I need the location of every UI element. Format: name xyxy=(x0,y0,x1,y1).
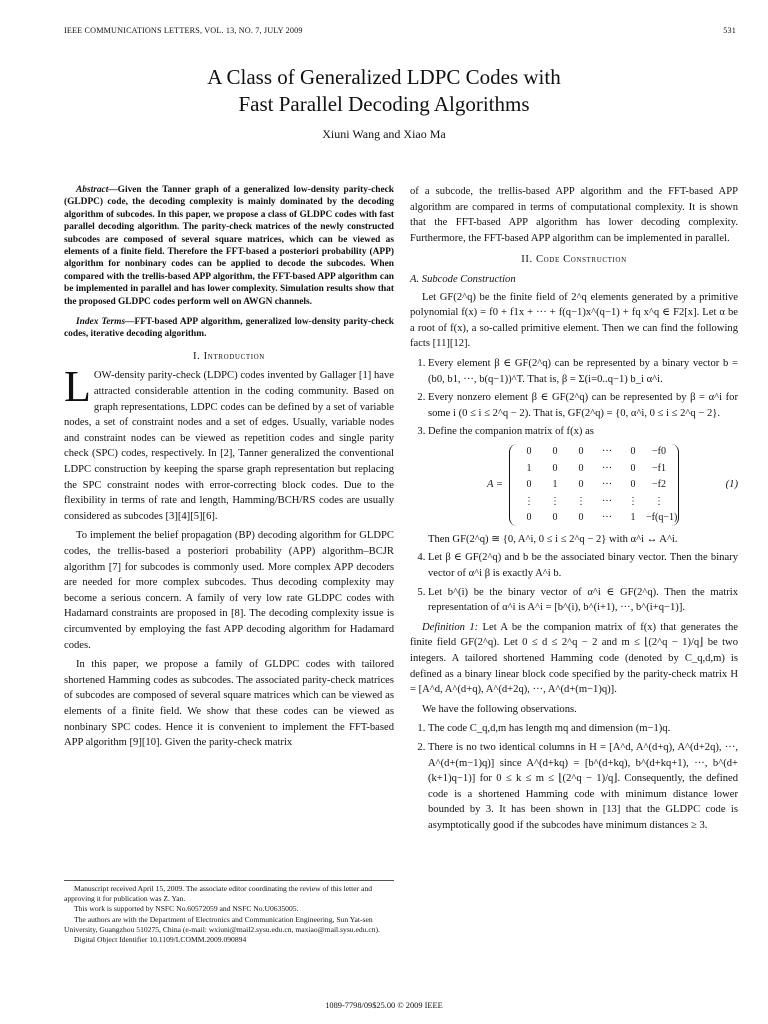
fact-item-5: 5. Let b^(i) be the binary vector of α^i ∈ GF(2^q). Then the matrix representation of α^i is A^i = [b^(i), b^(i+1), ···, b^(i+q−1)]. xyxy=(428,585,738,616)
title-line-1: A Class of Generalized LDPC Codes with xyxy=(207,65,561,89)
index-terms-label: Index Terms xyxy=(76,317,126,328)
equation-number: (1) xyxy=(725,479,738,491)
fact-item-3-text: Define the companion matrix of f(x) as xyxy=(428,426,594,438)
fact-item-2: 2. Every nonzero element β ∈ GF(2^q) can be represented by β = α^i for some i (0 ≤ i ≤ 2^q − 2). That is, GF(2^q) = {0, α^i, 0 ≤ i ≤ 2^q − 2}. xyxy=(428,390,738,421)
matrix-isomorphism: Then GF(2^q) ≅ {0, A^i, 0 ≤ i ≤ 2^q − 2} with α^i ↔ A^i. xyxy=(428,533,678,545)
fact-item-1: 1. Every element β ∈ GF(2^q) can be represented by a binary vector b = (b0, b1, ···, b(q−1))^T. That is, β = Σ(i=0..q−1) b_i α^i. xyxy=(428,356,738,387)
facts-list xyxy=(410,356,738,616)
index-terms: Index Terms—FFT-based APP algorithm, generalized low-density parity-check codes, iterative decoding algorithm. xyxy=(64,317,394,340)
matrix-cell: 0 xyxy=(526,445,532,457)
footnote-received: Manuscript received April 15, 2009. The associate editor coordinating the review of this letter and approving it for publication was Z. Yan. xyxy=(64,884,373,904)
footnote-affiliation: The authors are with the Department of Electronics and Communication Engineering, Sun Yat-sen University, Guangzhou 510275, China (e-mail: wxiuni@mail2.sysu.edu.cn, maxiao@mail.sysu.edu.cn). xyxy=(64,914,380,934)
matrix-cell: 0 xyxy=(630,479,636,491)
footnote xyxy=(64,880,394,945)
section-heading-code-construction: II. Code Construction xyxy=(521,254,627,266)
matrix-cell: 1 xyxy=(526,462,532,474)
observations-intro: We have the following observations. xyxy=(422,703,577,715)
subsection-heading: A. Subcode Construction xyxy=(410,273,516,285)
definition-text: Let A be the companion matrix of f(x) that generates the finite field GF(2^q). Let 0 ≤ d ≤ 2^q − 2 and m ≤ ⌊(2^q − 1)/q⌋ be two integers. A tailored shortened Hamming code (denoted by C_q,d,m) is defined as a binary linear block code specified by the parity-check matrix H = [A^d, A^(d+q), A^(d+2q), ···, A^(d+(m−1)q)]. xyxy=(410,621,738,696)
matrix-cell: ⋮ xyxy=(654,495,665,507)
matrix-cell: −f0 xyxy=(652,445,667,457)
definition-1 xyxy=(410,620,738,698)
matrix-cell: ⋮ xyxy=(550,495,561,507)
matrix-cell: −f2 xyxy=(652,479,667,491)
authors: Xiuni Wang and Xiao Ma xyxy=(322,127,446,141)
matrix-cell: 0 xyxy=(630,445,636,457)
observations-list xyxy=(410,721,738,833)
intro-paragraph-1 xyxy=(64,362,394,524)
intro-paragraph-3: In this paper, we propose a family of GLDPC codes with tailored shortened Hamming codes as subcodes. The associated parity-check matrices of subcodes are composed of several square matrices which can be viewed as elements of a finite field. We show that these codes can be viewed as nonbinary SPC codes. Hence it is convenient to implement the FFT-based APP algorithm [9][10]. Given the parity-check matrix xyxy=(64,659,394,749)
right-column xyxy=(410,184,738,838)
intro-continuation: of a subcode, the trellis-based APP algorithm and the FFT-based APP algorithm are compared in terms of computational complexity. It is shown that the FFT-based APP algorithm has lower decoding complexity. Furthermore, the FFT-based APP algorithm can be implemented in parallel. xyxy=(410,186,738,244)
matrix-cell: 1 xyxy=(630,512,636,524)
companion-matrix xyxy=(509,444,679,526)
matrix-cell: ··· xyxy=(602,495,613,507)
fact-item-3 xyxy=(428,424,738,547)
matrix-cell: −f(q−1) xyxy=(646,512,678,524)
companion-matrix-equation xyxy=(428,444,738,526)
copyright-footer: 1089-7798/09$25.00 © 2009 IEEE xyxy=(325,1001,443,1010)
matrix-cell: −f1 xyxy=(652,462,667,474)
matrix-cell: 0 xyxy=(578,479,584,491)
paper-title xyxy=(0,64,768,118)
left-column xyxy=(64,184,394,755)
abstract-text: Given the Tanner graph of a generalized low-density parity-check (GLDPC) code, the decoding complexity is mainly dominated by the decoding algorithm of subcodes. In this paper, we propose a class of GLDPC codes with fast parallel decoding algorithm. The parity-check matrices of the newly constructed subcodes are composed of several square matrices, which can be viewed as elements of a finite field. Therefore the FFT-based a posteriori probability (APP) algorithm for nonbinary codes can be applied to decode the subcodes. When compared with the trellis-based APP algorithm, the FFT-based APP algorithm can be implemented in parallel and has lower complexity. Simulation results show that the proposed GLDPC codes perform well on AWGN channels. xyxy=(64,185,394,307)
matrix-cell: ··· xyxy=(602,479,613,491)
intro-paragraph-2: To implement the belief propagation (BP) decoding algorithm for GLDPC codes, the trellis-based a posteriori probability (APP) algorithm–BCJR algorithm [7] for subcodes is commonly used. More complex APP decoders are needed for more complex subcodes. Thus decoding complexity may become a serious concern. A family of very low rate GLDPC codes with Hadamard constraints are proposed in [8]. The decoding complexity issue is circumvented by employing the fast APP decoding algorithm for Hadamard codes. xyxy=(64,530,394,651)
intro-paragraph-1-text: OW-density parity-check (LDPC) codes invented by Gallager [1] have attracted considerable attention in the coding community. Based on graph representations, LDPC codes can be defined by a set of variable nodes, a set of constraint nodes and a set of edges. Usually, variable nodes and constraint nodes can be viewed as repetition codes and single parity check (SPC) codes, respectively. In [2], Tanner generalized the conventional LDPC construction by keeping the sparse graph representation but replacing the SPC constraint nodes with error-correcting block codes. Due to the flexibility in terms of rate and length, Hamming/BCH/RS codes are usually considered as subcodes [3][4][5][6]. xyxy=(64,370,394,522)
drop-cap: L xyxy=(64,362,91,412)
matrix-cell: 0 xyxy=(526,479,532,491)
observation-2: 2. There is no two identical columns in H = [A^d, A^(d+q), A^(d+2q), ···, A^(d+(m−1)q)] since A^(d+kq) = [b^(d+kq), b^(d+kq+1), ···, b^(d+(k+1)q−1)] for 0 ≤ k ≤ m ≤ ⌊(2^q − 1)/q⌋. Consequently, the defined code is a shortened Hamming code with minimum distance lower bounded by 3. It has been shown in [13] that the GLDPC code is asymptotically good if the subcodes have minimum distances ≥ 3. xyxy=(428,740,738,834)
matrix-cell: 0 xyxy=(578,512,584,524)
definition-label: Definition 1: xyxy=(422,621,479,633)
matrix-lhs: A = xyxy=(486,479,504,491)
abstract-label: Abstract xyxy=(76,185,109,195)
footnote-funding: This work is supported by NSFC No.60572059 and NSFC No.U0635005. xyxy=(74,904,299,914)
observation-1: 1. The code C_q,d,m has length mq and dimension (m−1)q. xyxy=(428,721,738,737)
matrix-cell: 0 xyxy=(552,462,558,474)
matrix-cell: 0 xyxy=(552,512,558,524)
matrix-cell: 0 xyxy=(578,462,584,474)
matrix-cell: 0 xyxy=(552,445,558,457)
index-terms-text: FFT-based APP algorithm, generalized low-density parity-check codes, iterative decoding algorithm. xyxy=(64,317,394,340)
page-number: 531 xyxy=(723,26,736,35)
matrix-cell: ··· xyxy=(602,462,613,474)
matrix-cell: ⋮ xyxy=(628,495,639,507)
abstract: Abstract—Given the Tanner graph of a generalized low-density parity-check (GLDPC) code, the decoding complexity is mainly dominated by the decoding algorithm of subcodes. In this paper, we propose a class of GLDPC codes with fast parallel decoding algorithm. The parity-check matrices of the newly constructed subcodes are composed of several square matrices, which can be viewed as elements of a finite field. Therefore the FFT-based a posteriori probability (APP) algorithm for nonbinary codes can be applied to decode the subcodes. When compared with the trellis-based APP algorithm, the FFT-based APP algorithm can be implemented in parallel and has lower complexity. Simulation results show that the proposed GLDPC codes perform well on AWGN channels. xyxy=(64,185,394,307)
footnote-doi: Digital Object Identifier 10.1109/LCOMM.2009.090894 xyxy=(74,935,247,945)
matrix-cell: ··· xyxy=(602,512,613,524)
matrix-cell: 0 xyxy=(630,462,636,474)
section-heading-introduction: I. Introduction xyxy=(193,350,265,362)
matrix-cell: 0 xyxy=(578,445,584,457)
matrix-cell: ··· xyxy=(602,445,613,457)
matrix-cell: 0 xyxy=(526,512,532,524)
construction-paragraph: Let GF(2^q) be the finite field of 2^q elements generated by a primitive polynomial f(x) = f0 + f1x + ··· + f(q−1)x^(q−1) + fq x^q ∈ F2[x]. Let α be a root of f(x), a so-called primitive element. Then we can find the following facts [11][12]. xyxy=(410,291,738,350)
matrix-cell: ⋮ xyxy=(524,495,535,507)
matrix-cell: ⋮ xyxy=(576,495,587,507)
title-line-2: Fast Parallel Decoding Algorithms xyxy=(238,92,530,116)
matrix-cell: 1 xyxy=(552,479,558,491)
fact-item-4: 4. Let β ∈ GF(2^q) and b be the associated binary vector. Then the binary vector of α^i β is exactly A^i b. xyxy=(428,550,738,581)
journal-header: IEEE COMMUNICATIONS LETTERS, VOL. 13, NO. 7, JULY 2009 xyxy=(64,26,303,35)
